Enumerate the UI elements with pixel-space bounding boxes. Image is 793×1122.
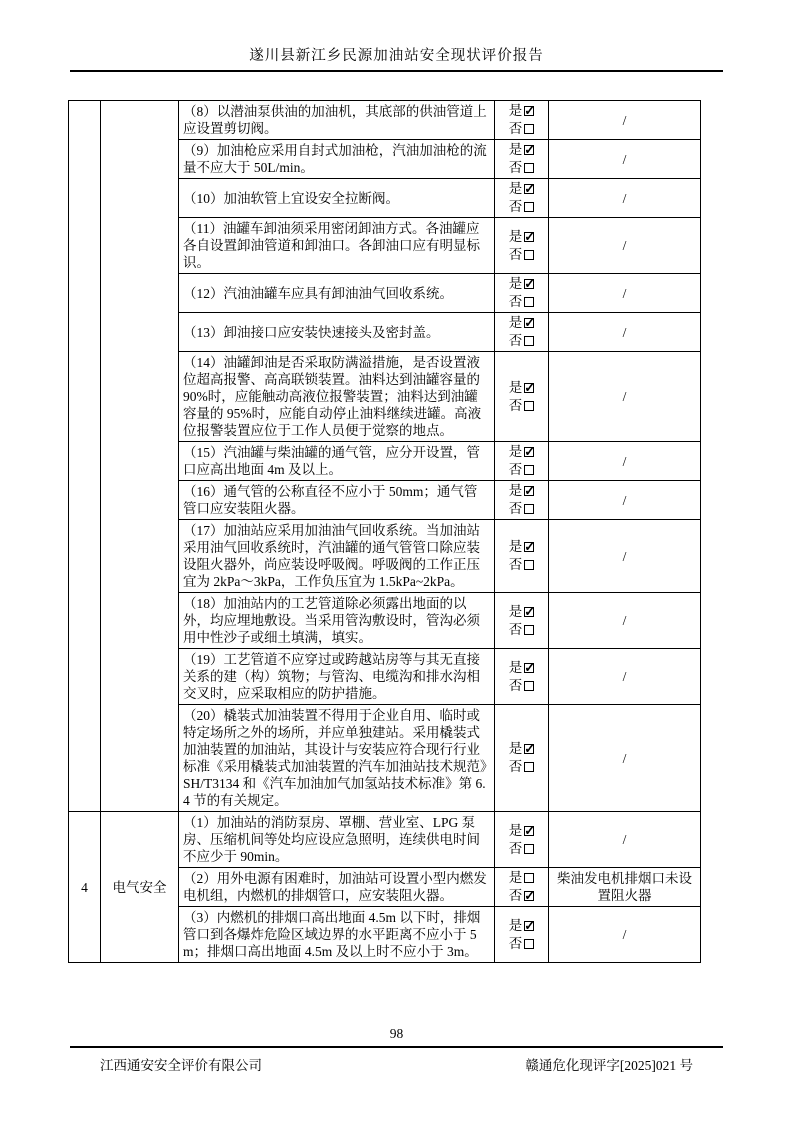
checkbox-group — [509, 275, 535, 311]
checkbox-label: 是 — [508, 659, 523, 675]
page-footer — [70, 1026, 723, 1074]
checkbox-label: 是 — [508, 603, 523, 619]
checkbox-label: 是 — [508, 822, 523, 838]
checkbox-label: 是 — [508, 539, 523, 554]
item-text: （18）加油站内的工艺管道除必须露出地面的以外，均应埋地敷设。当采用管沟敷设时，管沟必须用中性沙子或细土填满，填实。 — [179, 593, 495, 649]
section-category — [101, 101, 179, 812]
checkbox-label: 否 — [508, 888, 523, 903]
checkbox-option — [509, 198, 535, 216]
footer-bar — [70, 1046, 723, 1074]
empty-box-icon — [524, 939, 534, 949]
remark-cell: / — [549, 481, 701, 520]
checkbox-option — [509, 141, 535, 159]
checked-box-icon — [524, 826, 534, 836]
empty-box-icon — [524, 401, 534, 411]
checkbox-group — [509, 314, 535, 350]
empty-box-icon — [524, 297, 534, 307]
empty-box-icon — [524, 762, 534, 772]
checkbox-group — [509, 443, 535, 479]
checked-box-icon — [524, 447, 534, 457]
checkbox-option — [509, 603, 535, 621]
checkbox-option — [509, 482, 535, 500]
checkbox-option — [509, 275, 535, 293]
footer-doc-number: 赣通危化现评字[2025]021 号 — [525, 1058, 693, 1073]
item-text: （9）加油枪应采用自封式加油枪，汽油加油枪的流量不应大于 50L/min。 — [179, 140, 495, 179]
table-row — [69, 101, 701, 140]
checked-box-icon — [524, 607, 534, 617]
yes-no-cell — [495, 140, 549, 179]
yes-no-cell — [495, 352, 549, 442]
checkbox-label: 否 — [508, 677, 523, 693]
checkbox-group — [509, 659, 535, 695]
remark-cell: / — [549, 218, 701, 274]
item-text: （8）以潜油泵供油的加油机，其底部的供油管道上应设置剪切阀。 — [179, 101, 495, 140]
checkbox-label: 否 — [508, 462, 523, 477]
remark-cell: / — [549, 705, 701, 812]
evaluation-table — [68, 100, 701, 963]
checkbox-option — [509, 840, 535, 858]
yes-no-cell — [495, 313, 549, 352]
checked-box-icon — [524, 279, 534, 289]
empty-box-icon — [524, 844, 534, 854]
checkbox-label: 是 — [508, 315, 523, 330]
checkbox-group — [509, 869, 535, 905]
checked-box-icon — [524, 744, 534, 754]
yes-no-cell — [495, 812, 549, 868]
checkbox-label: 否 — [508, 935, 523, 951]
item-text: （17）加油站应采用加油油气回收系统。当加油站采用油气回收系统时，汽油罐的通气管管口除应装设阻火器外，尚应装设呼吸阀。呼吸阀的工作正压宜为 2kPa～3kPa，工作负压宜为 1.5kPa~2kPa。 — [179, 520, 495, 593]
checkbox-label: 是 — [508, 276, 523, 291]
yes-no-cell — [495, 218, 549, 274]
checkbox-option — [509, 887, 535, 905]
checkbox-label: 否 — [508, 294, 523, 309]
checkbox-label: 是 — [508, 444, 523, 459]
yes-no-cell — [495, 179, 549, 218]
remark-cell: / — [549, 812, 701, 868]
checkbox-option — [509, 379, 535, 397]
item-text: （19）工艺管道不应穿过或跨越站房等与其无直接关系的建（构）筑物；与管沟、电缆沟和排水沟相交叉时，应采取相应的防护措施。 — [179, 649, 495, 705]
checked-box-icon — [524, 663, 534, 673]
item-text: （2）用外电源有困难时，加油站可设置小型内燃发电机组，内燃机的排烟管口，应安装阻火器。 — [179, 868, 495, 907]
checked-box-icon — [524, 106, 534, 116]
yes-no-cell — [495, 593, 549, 649]
remark-cell: 柴油发电机排烟口未设置阻火器 — [549, 868, 701, 907]
checkbox-option — [509, 159, 535, 177]
checkbox-label: 是 — [508, 483, 523, 498]
checkbox-label: 否 — [508, 759, 523, 774]
remark-cell: / — [549, 442, 701, 481]
checked-box-icon — [524, 232, 534, 242]
checkbox-option — [509, 443, 535, 461]
checkbox-option — [509, 677, 535, 695]
checkbox-label: 否 — [508, 621, 523, 637]
empty-box-icon — [524, 465, 534, 475]
page-number: 98 — [389, 1026, 404, 1041]
item-text: （14）油罐卸油是否采取防满溢措施，是否设置液位超高报警、高高联锁装置。油料达到油罐容量的 90%时，应能触动高液位报警装置；油料达到油罐容量的 95%时，应能自动停止油料继续进罐。高液位报警装置应位于工作人员便于觉察的地点。 — [179, 352, 495, 442]
checkbox-label: 是 — [508, 870, 523, 885]
item-text: （13）卸油接口应安装快速接头及密封盖。 — [179, 313, 495, 352]
checkbox-label: 是 — [508, 379, 523, 395]
section-number — [69, 101, 101, 812]
item-text: （20）橇装式加油装置不得用于企业自用、临时或特定场所之外的场所，并应单独建站。采用橇装式加油装置的加油站，其设计与安装应符合现行行业标准《采用橇装式加油装置的汽车加油站技术规范》SH/T3134 和《汽车加油加气加氢站技术标准》第 6.4 节的有关规定。 — [179, 705, 495, 812]
remark-cell: / — [549, 179, 701, 218]
remark-cell: / — [549, 313, 701, 352]
checkbox-option — [509, 397, 535, 415]
checkbox-option — [509, 461, 535, 479]
empty-box-icon — [524, 504, 534, 514]
checkbox-option — [509, 332, 535, 350]
item-text: （12）汽油油罐车应具有卸油油气回收系统。 — [179, 274, 495, 313]
checkbox-option — [509, 293, 535, 311]
checkbox-option — [509, 917, 535, 935]
yes-no-cell — [495, 907, 549, 963]
checkbox-group — [509, 141, 535, 177]
checkbox-option — [509, 246, 535, 264]
checkbox-option — [509, 102, 535, 120]
report-header — [70, 44, 723, 72]
empty-box-icon — [524, 202, 534, 212]
empty-box-icon — [524, 560, 534, 570]
remark-cell: / — [549, 140, 701, 179]
checkbox-label: 否 — [508, 333, 523, 348]
checkbox-label: 否 — [508, 557, 523, 572]
checkbox-option — [509, 120, 535, 138]
item-text: （10）加油软管上宜设安全拉断阀。 — [179, 179, 495, 218]
remark-cell: / — [549, 649, 701, 705]
checkbox-option — [509, 659, 535, 677]
checkbox-group — [509, 482, 535, 518]
checkbox-option — [509, 556, 535, 574]
checkbox-option — [509, 180, 535, 198]
checkbox-group — [509, 740, 535, 776]
empty-box-icon — [524, 873, 534, 883]
checkbox-group — [509, 228, 535, 264]
checked-box-icon — [524, 921, 534, 931]
yes-no-cell — [495, 520, 549, 593]
checked-box-icon — [524, 318, 534, 328]
checkbox-option — [509, 758, 535, 776]
checkbox-group — [509, 917, 535, 953]
item-text: （3）内燃机的排烟口高出地面 4.5m 以下时，排烟管口到各爆炸危险区域边界的水平距离不应小于 5m；排烟口高出地面 4.5m 及以上时不应小于 3m。 — [179, 907, 495, 963]
yes-no-cell — [495, 481, 549, 520]
checkbox-label: 否 — [508, 397, 523, 413]
yes-no-cell — [495, 101, 549, 140]
remark-cell: / — [549, 101, 701, 140]
checkbox-label: 否 — [508, 840, 523, 856]
section-number: 4 — [69, 812, 101, 963]
checkbox-label: 是 — [508, 741, 523, 756]
item-text: （11）油罐车卸油须采用密闭卸油方式。各油罐应各自设置卸油管道和卸油口。各卸油口应有明显标识。 — [179, 218, 495, 274]
empty-box-icon — [524, 163, 534, 173]
checkbox-label: 是 — [508, 142, 523, 157]
remark-cell: / — [549, 274, 701, 313]
remark-cell: / — [549, 593, 701, 649]
checkbox-option — [509, 740, 535, 758]
checkbox-label: 是 — [508, 181, 523, 196]
checkbox-option — [509, 500, 535, 518]
checkbox-label: 否 — [508, 501, 523, 516]
checkbox-group — [509, 603, 535, 639]
checkbox-label: 否 — [508, 121, 523, 136]
checkbox-label: 否 — [508, 199, 523, 214]
checkbox-label: 否 — [508, 160, 523, 175]
remark-cell: / — [549, 352, 701, 442]
checkbox-group — [509, 379, 535, 415]
empty-box-icon — [524, 681, 534, 691]
yes-no-cell — [495, 274, 549, 313]
yes-no-cell — [495, 868, 549, 907]
checkbox-option — [509, 869, 535, 887]
checked-box-icon — [524, 145, 534, 155]
yes-no-cell — [495, 649, 549, 705]
checkbox-option — [509, 228, 535, 246]
checked-box-icon — [524, 486, 534, 496]
remark-cell: / — [549, 907, 701, 963]
item-text: （15）汽油罐与柴油罐的通气管，应分开设置，管口应高出地面 4m 及以上。 — [179, 442, 495, 481]
empty-box-icon — [524, 336, 534, 346]
checkbox-group — [509, 538, 535, 574]
section-category: 电气安全 — [101, 812, 179, 963]
yes-no-cell — [495, 705, 549, 812]
report-title: 遂川县新江乡民源加油站安全现状评价报告 — [249, 48, 544, 64]
remark-cell: / — [549, 520, 701, 593]
checked-box-icon — [524, 383, 534, 393]
checkbox-option — [509, 314, 535, 332]
checkbox-option — [509, 621, 535, 639]
checkbox-option — [509, 822, 535, 840]
checkbox-label: 是 — [508, 103, 523, 118]
item-text: （16）通气管的公称直径不应小于 50mm；通气管管口应安装阻火器。 — [179, 481, 495, 520]
checked-box-icon — [524, 891, 534, 901]
empty-box-icon — [524, 625, 534, 635]
checkbox-label: 否 — [508, 246, 523, 262]
checked-box-icon — [524, 542, 534, 552]
yes-no-cell — [495, 442, 549, 481]
checked-box-icon — [524, 184, 534, 194]
checkbox-label: 是 — [508, 228, 523, 244]
checkbox-group — [509, 180, 535, 216]
checkbox-option — [509, 935, 535, 953]
checkbox-label: 是 — [508, 917, 523, 933]
empty-box-icon — [524, 250, 534, 260]
empty-box-icon — [524, 124, 534, 134]
checkbox-group — [509, 822, 535, 858]
table-row — [69, 812, 701, 868]
item-text: （1）加油站的消防泵房、罩棚、营业室、LPG 泵房、压缩机间等处均应设应急照明，连续供电时间不应少于 90min。 — [179, 812, 495, 868]
checkbox-group — [509, 102, 535, 138]
footer-company: 江西通安安全评价有限公司 — [100, 1058, 262, 1073]
checkbox-option — [509, 538, 535, 556]
